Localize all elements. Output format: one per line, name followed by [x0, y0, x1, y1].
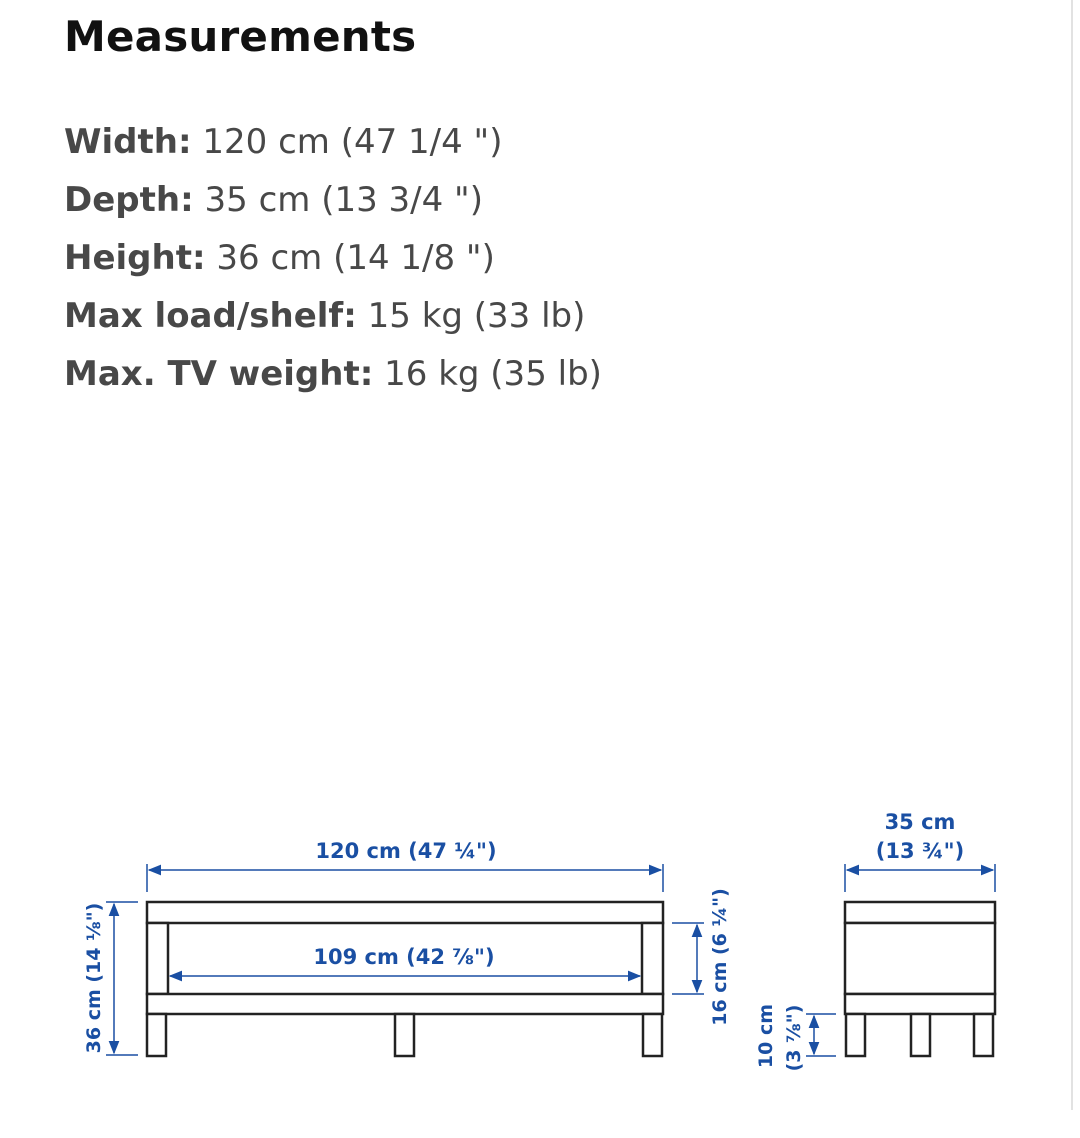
front-view [147, 902, 663, 1056]
side-top-board [845, 902, 995, 923]
front-leg-right [643, 1014, 662, 1056]
page-title: Measurements [64, 12, 417, 61]
side-view [845, 902, 995, 1056]
side-panel [845, 923, 995, 994]
front-leg-middle [395, 1014, 414, 1056]
front-top-board [147, 902, 663, 923]
leg-label-line2: (3 ⅞") [783, 1004, 805, 1072]
spec-label: Height: [64, 238, 206, 278]
side-leg-middle [911, 1014, 930, 1056]
side-leg-right [974, 1014, 993, 1056]
side-depth-label-line1: 35 cm [884, 810, 956, 834]
spec-value: 36 cm (14 1/8 ") [216, 238, 495, 278]
spec-label: Width: [64, 122, 192, 162]
height-label: 36 cm (14 ⅛") [83, 902, 105, 1054]
front-width-label: 120 cm (47 ¼") [315, 839, 497, 863]
side-bottom-shelf [845, 994, 995, 1014]
spec-label: Depth: [64, 180, 194, 220]
inner-width-label: 109 cm (42 ⅞") [313, 945, 495, 969]
opening-label: 16 cm (6 ¼") [709, 888, 731, 1026]
spec-value: 35 cm (13 3/4 ") [204, 180, 483, 220]
front-bottom-shelf [147, 994, 663, 1014]
spec-value: 15 kg (33 lb) [367, 296, 586, 336]
front-left-side [147, 923, 168, 994]
side-leg-left [846, 1014, 865, 1056]
spec-value: 16 kg (35 lb) [384, 354, 602, 394]
spec-label: Max load/shelf: [64, 296, 357, 336]
front-right-side [642, 923, 663, 994]
leg-label-line1: 10 cm [755, 1003, 777, 1069]
spec-label: Max. TV weight: [64, 354, 374, 394]
front-leg-left [147, 1014, 166, 1056]
side-depth-label-line2: (13 ¾") [875, 839, 965, 863]
spec-value: 120 cm (47 1/4 ") [202, 122, 503, 162]
